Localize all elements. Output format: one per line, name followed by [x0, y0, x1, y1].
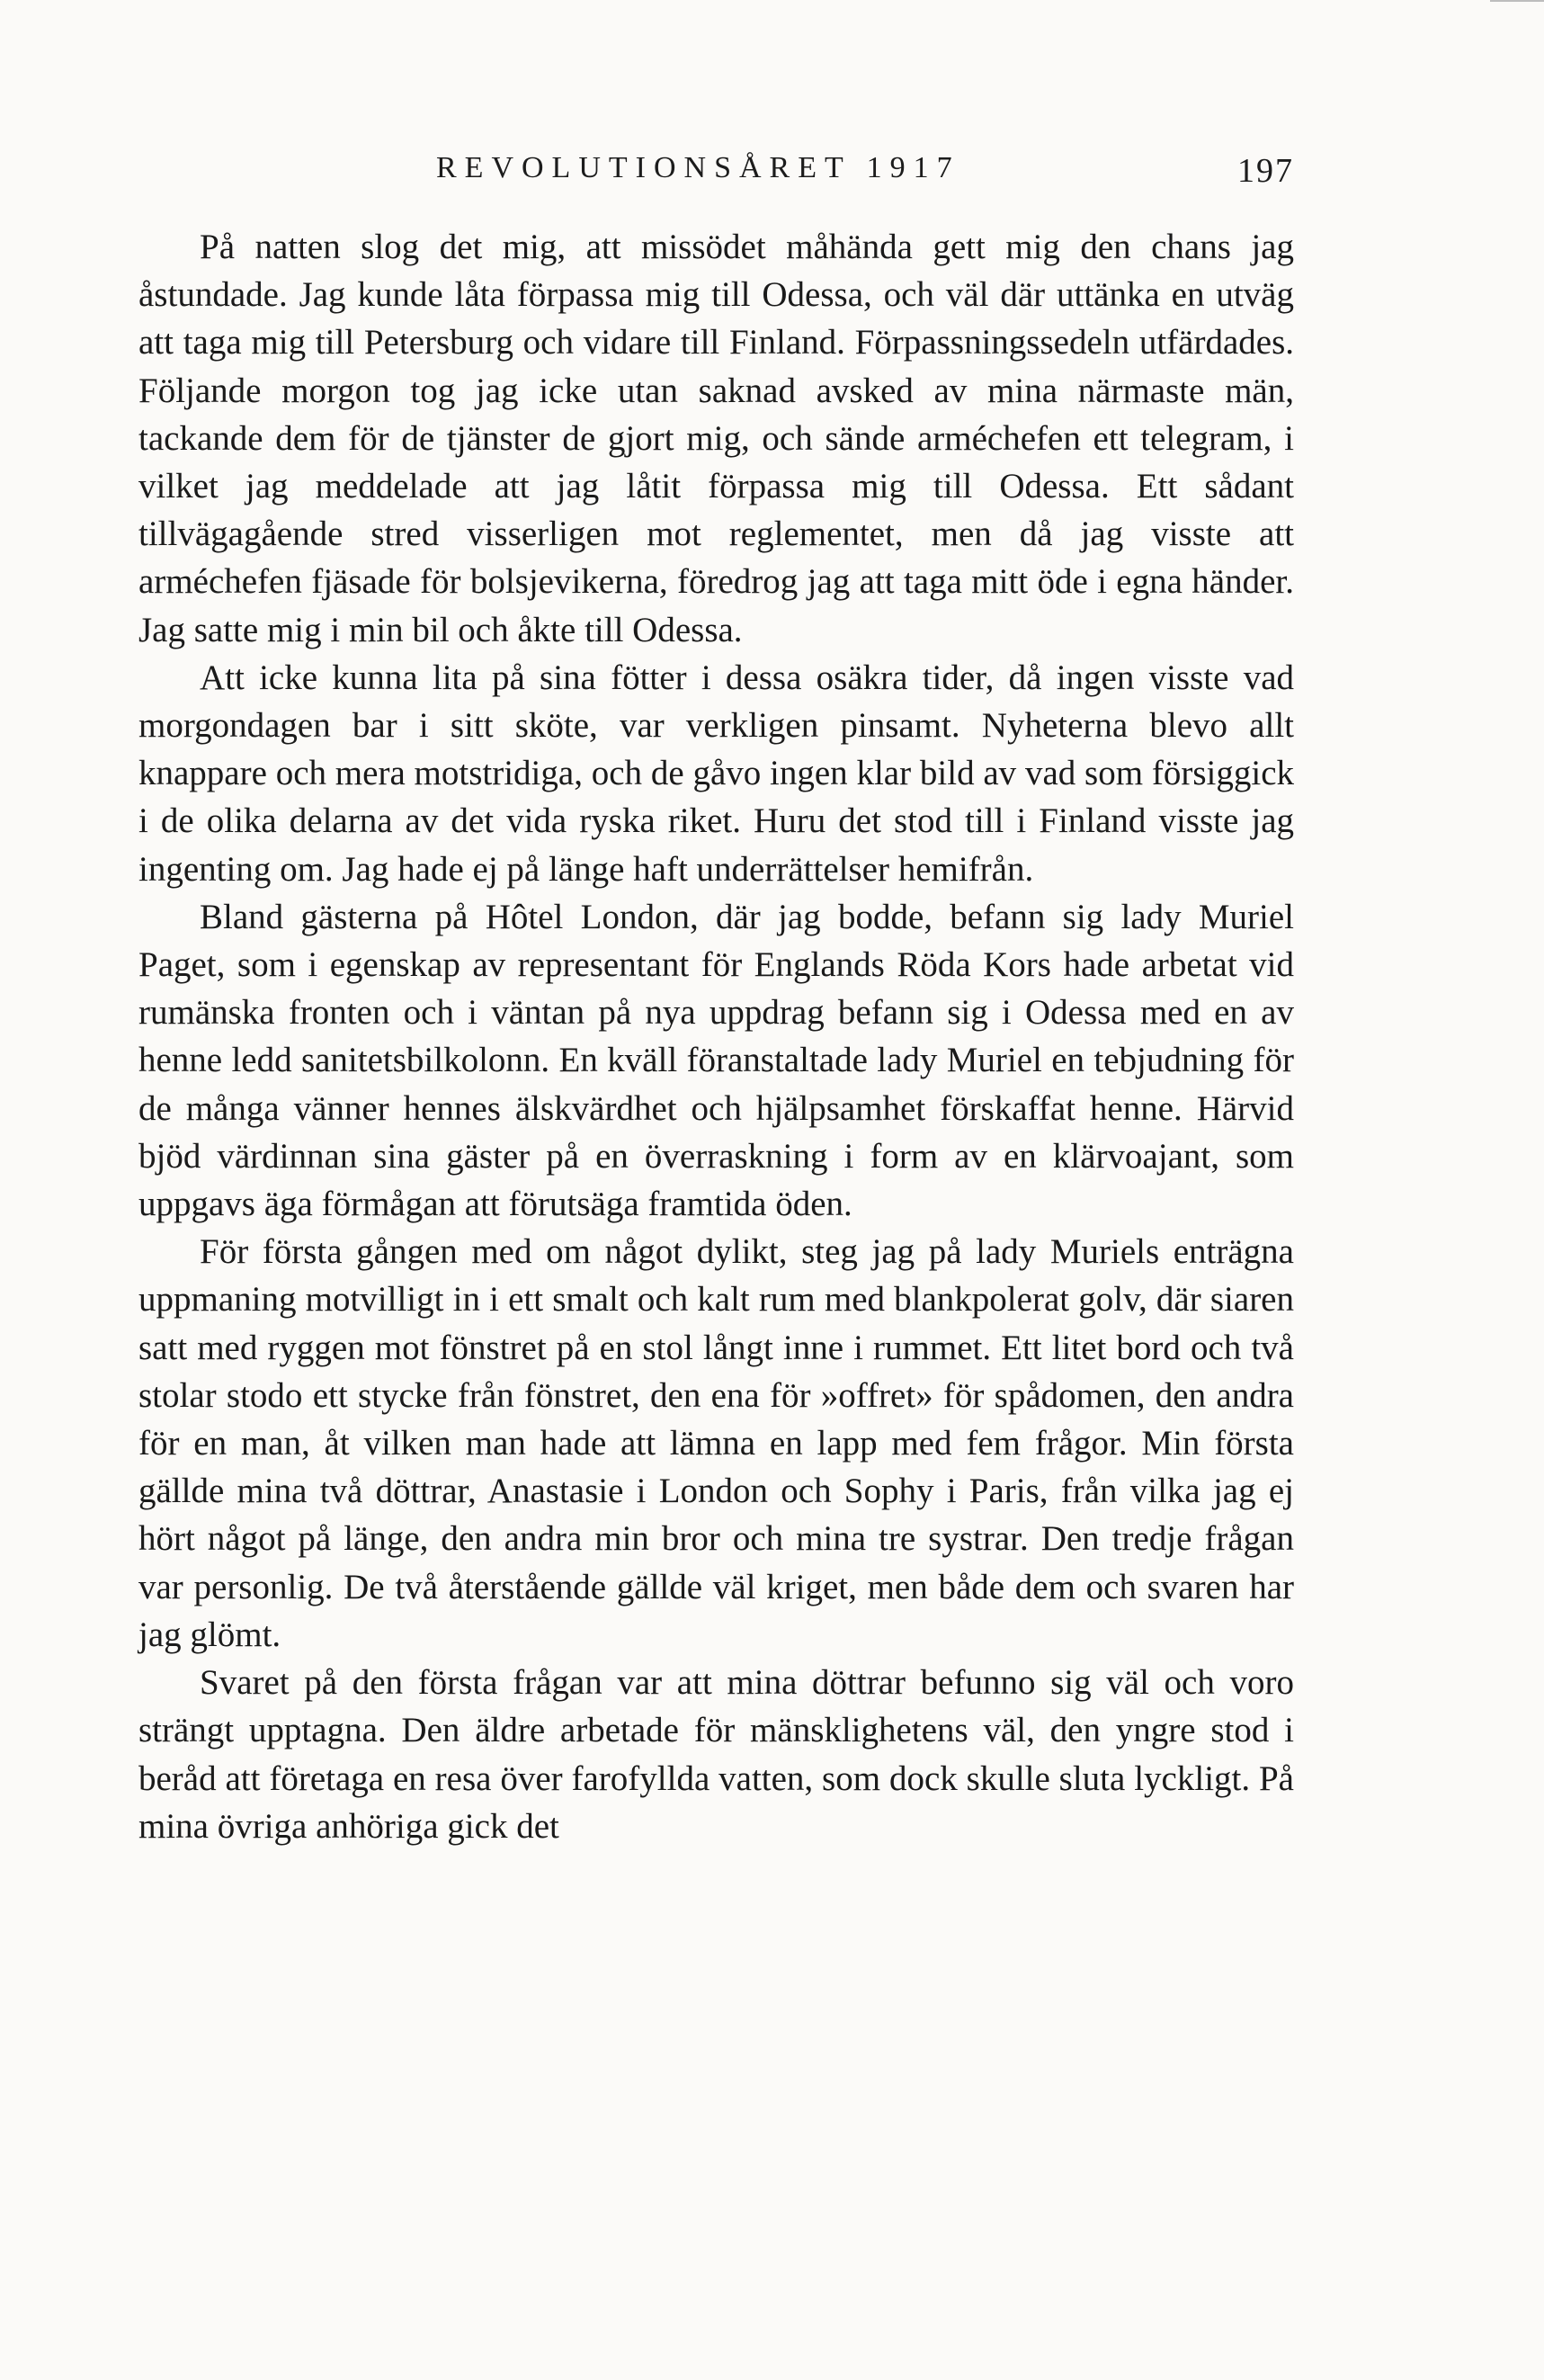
scan-edge-line [1490, 0, 1544, 2]
paragraph: Svaret på den första frågan var att mina döttrar befunno sig väl och voro strängt upptagna. Den äldre arbetade för mänsklighetens väl, den yngre stod i beråd att företaga en resa över farofyllda vatten, som dock skulle sluta lyckligt. På mina övriga anhöriga gick det [138, 1663, 1294, 1846]
running-title: REVOLUTIONSÅRET 1917 [436, 151, 960, 184]
paragraph: Bland gästerna på Hôtel London, där jag bodde, befann sig lady Muriel Paget, som i egenskap av representant för Englands Röda Kors hade arbetat vid rumänska fronten och i väntan på nya uppdrag befann sig i Odessa med en av henne ledd sanitetsbilkolonn. En kväll föranstaltade lady Muriel en tebjudning för de många vänner hennes älskvärdhet och hjälpsamhet förskaffat henne. Härvid bjöd värdinnan sina gäster på en överraskning i form av en klärvoajant, som uppgavs äga förmågan att förutsäga framtida öden. [138, 897, 1294, 1224]
paragraph: På natten slog det mig, att missödet måhända gett mig den chans jag åstundade. Jag kunde låta förpassa mig till Odessa, och väl där uttänka en utväg att taga mig till Petersburg och vidare till Finland. Förpassningssedeln utfärdades. Följande morgon tog jag icke utan saknad avsked av mina närmaste män, tackande dem för de tjänster de gjort mig, och sände arméchefen ett telegram, i vilket jag meddelade att jag låtit förpassa mig till Odessa. Ett sådant tillvägagående stred visserligen mot reglementet, men då jag visste att arméchefen fjäsade för bolsjevikerna, föredrog jag att taga mitt öde i egna händer. Jag satte mig i min bil och åkte till Odessa. [138, 228, 1294, 649]
running-header [138, 151, 1294, 205]
paragraph: Att icke kunna lita på sina fötter i dessa osäkra tider, då ingen visste vad morgondagen bar i sitt sköte, var verkligen pinsamt. Nyheterna blevo allt knappare och mera motstridiga, och de gåvo ingen klar bild av vad som försiggick i de olika delarna av det vida ryska riket. Huru det stod till i Finland visste jag ingenting om. Jag hade ej på länge haft underrättelser hemifrån. [138, 658, 1294, 889]
paragraph: För första gången med om något dylikt, steg jag på lady Muriels enträgna uppmaning motvilligt in i ett smalt och kalt rum med blankpolerat golv, där siaren satt med ryggen mot fönstret på en stol långt inne i rummet. Ett litet bord och två stolar stodo ett stycke från fönstret, den ena för »offret» för spådomen, den andra för en man, åt vilken man hade att lämna en lapp med fem frågor. Min första gällde mina två döttrar, Anastasie i London och Sophy i Paris, från vilka jag ej hört något på länge, den andra min bror och mina tre systrar. Den tredje frågan var personlig. De två återstående gällde väl kriget, men både dem och svaren har jag glömt. [138, 1232, 1294, 1654]
body-text [138, 223, 1294, 1850]
page-number: 197 [1237, 152, 1294, 190]
